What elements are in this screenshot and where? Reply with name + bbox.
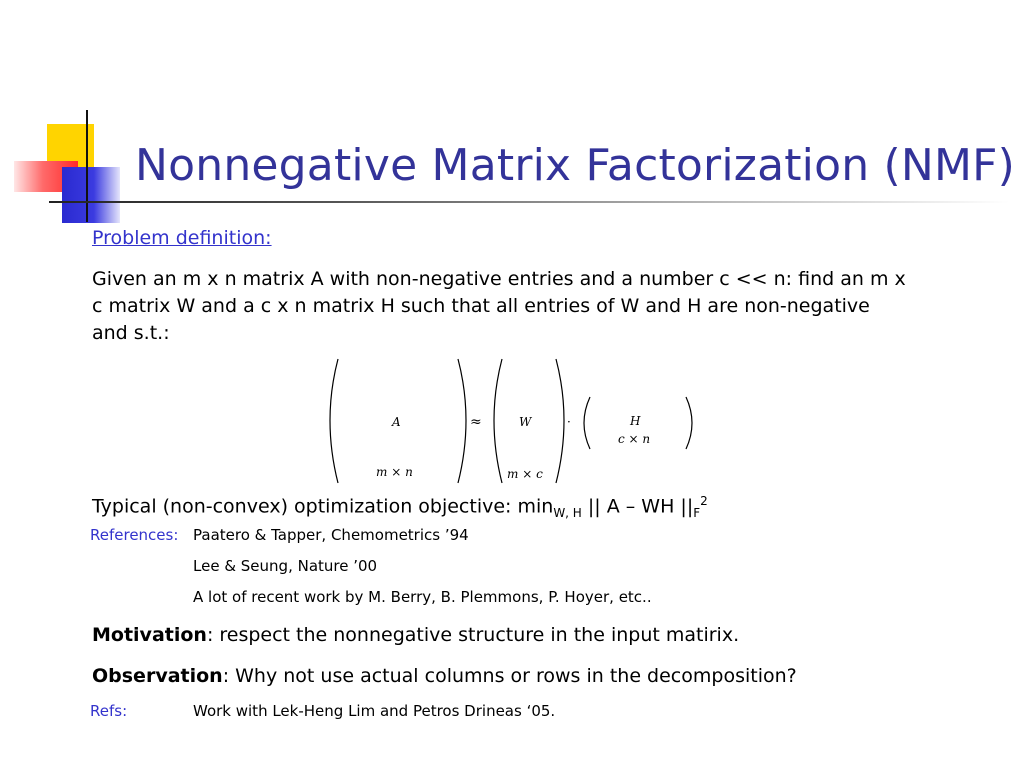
decor-blue-square xyxy=(62,167,120,223)
refs-item: Work with Lek-Heng Lim and Petros Drineas ‘05. xyxy=(193,702,556,720)
problem-definition-heading: Problem definition: xyxy=(92,227,272,249)
objective-norm: || A – WH || xyxy=(581,495,694,518)
observation-label: Observation xyxy=(92,665,223,687)
nmf-equation xyxy=(320,355,700,490)
approx-symbol: ≈ xyxy=(470,414,482,430)
observation-text: : Why not use actual columns or rows in the decomposition? xyxy=(222,665,797,687)
problem-statement xyxy=(92,266,906,347)
refs-label: Refs: xyxy=(90,702,128,720)
reference-item: A lot of recent work by M. Berry, B. Plemmons, P. Hoyer, etc.. xyxy=(193,588,652,606)
objective-min-subscript: W, H xyxy=(553,506,582,521)
objective-norm-superscript: 2 xyxy=(700,494,708,508)
problem-statement-line: c matrix W and a c x n matrix H such that all entries of W and H are non-negative xyxy=(92,295,870,317)
decor-vertical-line xyxy=(86,110,88,222)
reference-item: Paatero & Tapper, Chemometrics ’94 xyxy=(193,526,469,544)
matrix-a-dimension: m × n xyxy=(376,465,413,479)
observation-line xyxy=(92,663,797,690)
matrix-h-left-bracket xyxy=(584,397,590,449)
matrix-h-dimension: c × n xyxy=(618,432,651,446)
matrix-w-left-bracket xyxy=(494,359,502,483)
slide-title: Nonnegative Matrix Factorization (NMF) xyxy=(135,140,1016,191)
dot-symbol: · xyxy=(567,415,571,429)
decor-horizontal-rule xyxy=(49,201,1009,203)
matrix-a-right-bracket xyxy=(458,359,466,483)
motivation-line xyxy=(92,622,739,649)
matrix-a-left-bracket xyxy=(330,359,338,483)
matrix-w-label: W xyxy=(519,415,532,429)
matrix-a-label: A xyxy=(392,415,401,429)
problem-statement-line: and s.t.: xyxy=(92,322,170,344)
references-label: References: xyxy=(90,526,179,544)
matrix-h-label: H xyxy=(630,414,641,428)
objective-norm-subscript: F xyxy=(693,506,701,521)
matrix-h-right-bracket xyxy=(686,397,692,449)
motivation-text: : respect the nonnegative structure in the input matirix. xyxy=(206,624,740,646)
matrix-w-right-bracket xyxy=(556,359,564,483)
optimization-objective xyxy=(92,488,708,527)
objective-text: Typical (non-convex) optimization objective: min xyxy=(92,495,554,518)
matrix-w-dimension: m × c xyxy=(507,467,543,481)
reference-item: Lee & Seung, Nature ’00 xyxy=(193,557,378,575)
problem-statement-line: Given an m x n matrix A with non-negative entries and a number c << n: find an m x xyxy=(92,268,906,290)
motivation-label: Motivation xyxy=(92,624,207,646)
